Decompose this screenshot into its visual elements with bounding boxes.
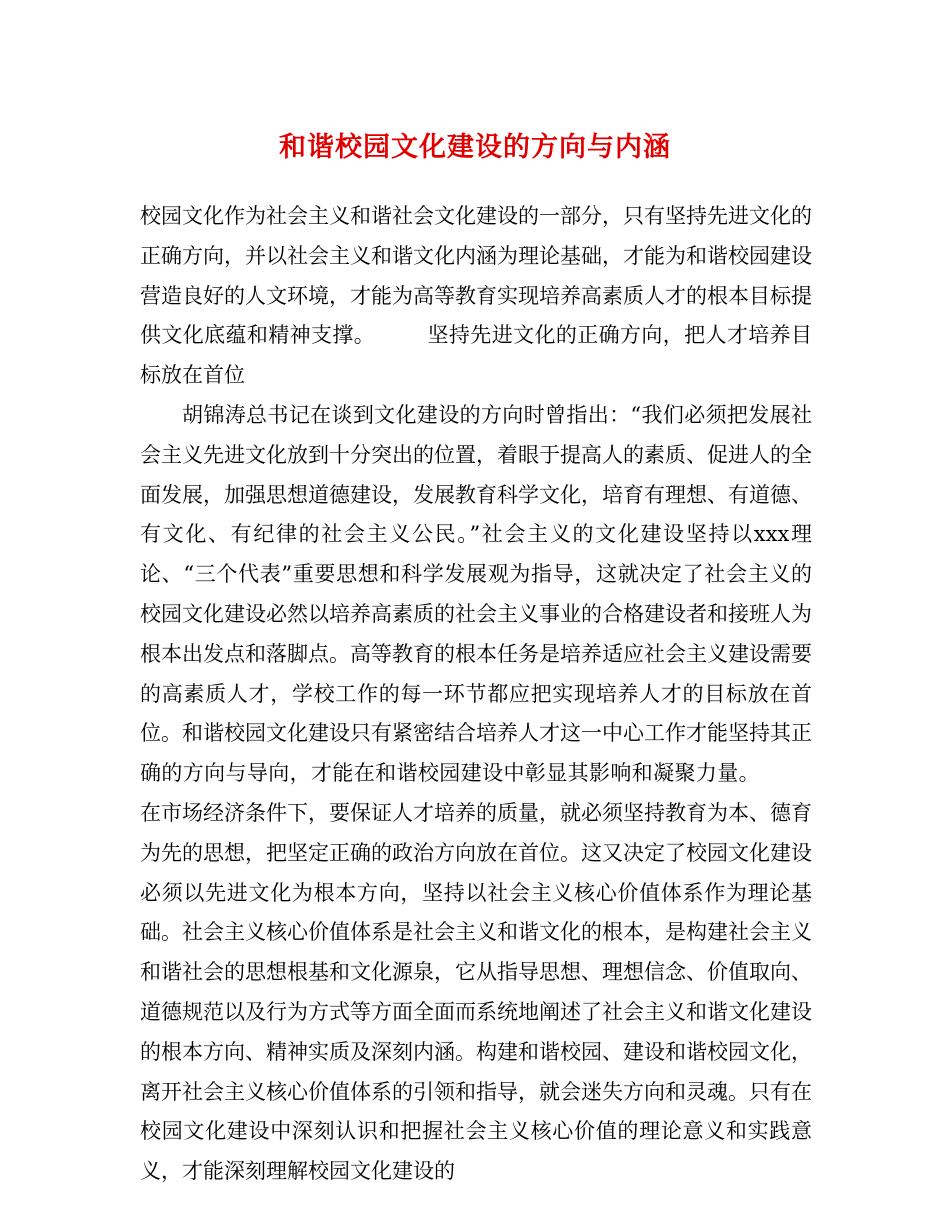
paragraph-2-text: 胡锦涛总书记在谈到文化建设的方向时曾指出：“我们必须把发展社会主义先进文化放到十分突出的位置，着眼于提高人的素质、促进人的全面发展，加强思想道德建设，发展教育科学文化，培育有理想、有道德、有文化、有纪律的社会主义公民。”社会主义的文化建设坚持以xxx理论、“三个代表”重要思想和科学发展观为指导，这就决定了社会主义的校园文化建设必然以培养高素质的社会主义事业的合格建设者和接班人为根本出发点和落脚点。高等教育的根本任务是培养适应社会主义建设需要的高素质人才，学校工作的每一环节都应把实现培养人才的目标放在首位。和谐校园文化建设只有紧密结合培养人才这一中心工作才能坚持其正确的方向与导向，才能在和谐校园建设中彰显其影响和凝聚力量。 <box>140 402 812 786</box>
document-body <box>140 197 812 1192</box>
paragraph-2 <box>140 396 812 1192</box>
paragraph-3-text: 在市场经济条件下，要保证人才培养的质量，就必须坚持教育为本、德育为先的思想，把坚定正确的政治方向放在首位。这又决定了校园文化建设必须以先进文化为根本方向，坚持以社会主义核心价值体系作为理论基础。社会主义核心价值体系是社会主义和谐文化的根本，是构建社会主义和谐社会的思想根基和文化源泉，它从指导思想、理想信念、价值取向、道德规范以及行为方式等方面全面而系统地阐述了社会主义和谐文化建设的根本方向、精神实质及深刻内涵。构建和谐校园、建设和谐校园文化，离开社会主义核心价值体系的引领和指导，就会迷失方向和灵魂。只有在校园文化建设中深刻认识和把握社会主义核心价值的理论意义和实践意义，才能深刻理解校园文化建设的 <box>140 800 812 1184</box>
paragraph-1-text: 校园文化作为社会主义和谐社会文化建设的一部分，只有坚持先进文化的正确方向，并以社会主义和谐文化内涵为理论基础，才能为和谐校园建设营造良好的人文环境，才能为高等教育实现培养高素质人才的根本目标提供文化底蕴和精神支撑。 <box>140 204 812 348</box>
document-title: 和谐校园文化建设的方向与内涵 <box>279 132 671 163</box>
section-heading-text: 坚持先进文化的正确方向，把人才培养目标放在首位 <box>140 323 812 388</box>
paragraph-1 <box>140 197 812 396</box>
